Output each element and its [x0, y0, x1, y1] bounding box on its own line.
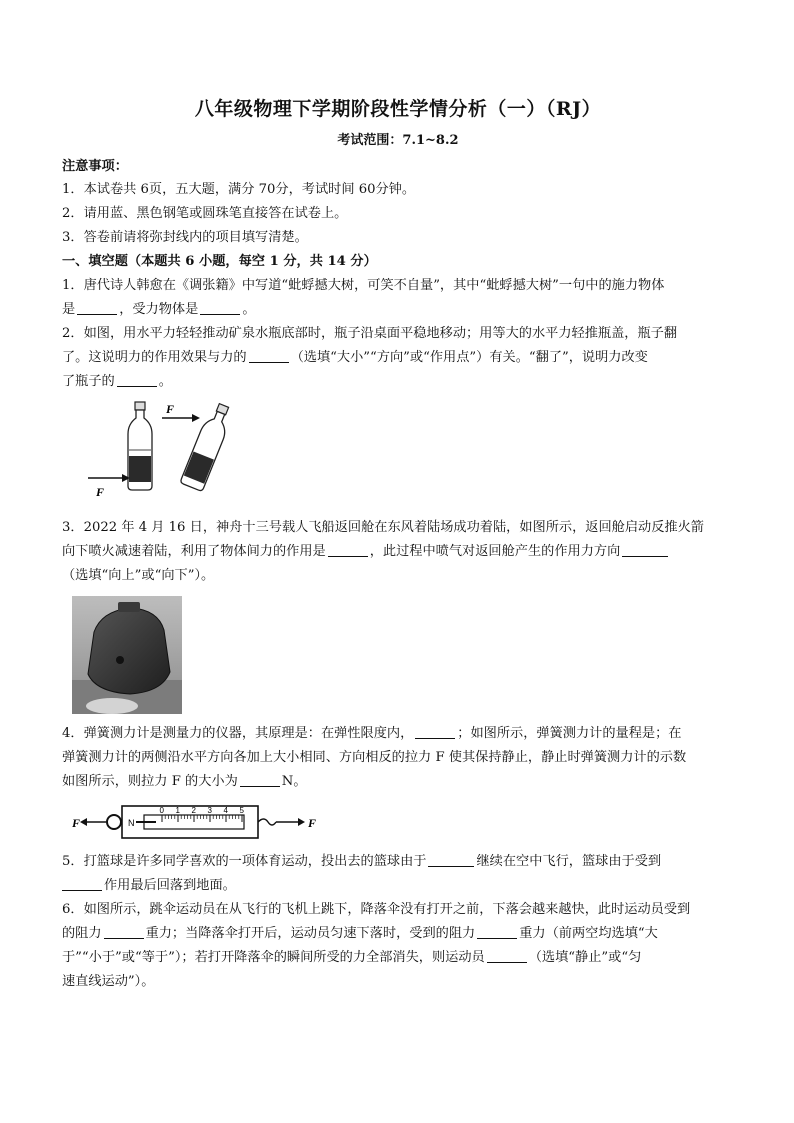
force-label-bottom: F [96, 485, 105, 499]
scale-tick-label: 0 [159, 806, 164, 815]
q2-text-b: （选填“大小”“方向”或“作用点”）有关。“翻了”，说明力改变 [290, 350, 648, 365]
spring-scale-illustration [70, 800, 320, 844]
exam-page [62, 96, 734, 994]
scale-tick-label: 4 [223, 806, 228, 815]
question-3-line-2 [62, 540, 734, 564]
question-4-line-1 [62, 722, 734, 746]
question-4-line-3 [62, 770, 734, 794]
answer-blank[interactable] [328, 542, 368, 557]
q3-text-b: ，此过程中喷气对返回舱产生的作用力方向 [369, 544, 621, 559]
scale-tick-label: 2 [191, 806, 196, 815]
note-item: 1．本试卷共 6页，五大题，满分 70分，考试时间 60分钟。 [62, 182, 416, 197]
capsule-photo-figure [62, 596, 734, 722]
question-5-line-2 [62, 874, 734, 898]
question-6 [62, 898, 734, 994]
q4-text-b: ；如图所示，弹簧测力计的量程是；在 [457, 726, 682, 741]
exam-scope: 考试范围：7.1~8.2 [337, 133, 459, 148]
answer-blank[interactable] [428, 852, 474, 867]
force-label-right: F [308, 816, 317, 830]
q4-text-a: 4．弹簧测力计是测量力的仪器，其原理是：在弹性限度内， [62, 726, 414, 741]
answer-blank[interactable] [62, 876, 102, 891]
question-4-line-2: 弹簧测力计的两侧沿水平方向各加上大小相同、方向相反的拉力 F 使其保持静止，静止时弹簧测力计的示数 [62, 750, 687, 765]
q6-text-b: 重力；当降落伞打开后，运动员匀速下落时，受到的阻力 [145, 926, 476, 941]
question-6-line-2 [62, 922, 734, 946]
q2-text-d: 。 [158, 374, 172, 389]
note-item: 3．答卷前请将弥封线内的项目填写清楚。 [62, 230, 308, 245]
answer-blank[interactable] [487, 948, 527, 963]
q1-text-c: 。 [242, 302, 256, 317]
notes-heading: 注意事项： [62, 159, 128, 174]
section-fill-blank-heading: 一、填空题（本题共 6 小题，每空 1 分，共 14 分） [62, 254, 377, 269]
question-6-line-1: 6．如图所示，跳伞运动员在从飞行的飞机上跳下，降落伞没有打开之前，下落会越来越快，此时运动员受到 [62, 902, 691, 917]
bottle-push-illustration [74, 400, 294, 510]
question-6-line-4: 速直线运动”）。 [62, 974, 155, 989]
question-2-line-2 [62, 346, 734, 370]
force-label-left: F [72, 816, 81, 830]
q6-text-d: 于”“小于”或“等于”）；若打开降落伞的瞬间所受的力全部消失，则运动员 [62, 950, 485, 965]
question-5-line-1 [62, 850, 734, 874]
question-2-line-1: 2．如图，用水平力轻轻推动矿泉水瓶底部时，瓶子沿桌面平稳地移动；用等大的水平力轻推瓶盖，瓶子翻 [62, 326, 678, 341]
q6-text-e: （选填“静止”或“匀 [528, 950, 642, 965]
q6-text-a: 的阻力 [62, 926, 102, 941]
q5-text-b: 继续在空中飞行，篮球由于受到 [476, 854, 662, 869]
note-item: 2．请用蓝、黑色钢笔或圆珠笔直接答在试卷上。 [62, 206, 348, 221]
q5-text-c: 作用最后回落到地面。 [104, 878, 236, 893]
answer-blank[interactable] [77, 300, 117, 315]
return-capsule-photo [72, 596, 182, 714]
question-6-line-3 [62, 946, 734, 970]
question-3 [62, 516, 734, 722]
bottle-figure [62, 398, 734, 516]
q3-text-a: 向下喷火减速着陆，利用了物体间力的作用是 [62, 544, 326, 559]
exam-title: 八年级物理下学期阶段性学情分析（一）（RJ） [194, 98, 602, 120]
q1-text-b: ，受力物体是 [119, 302, 199, 317]
answer-blank[interactable] [104, 924, 144, 939]
question-5 [62, 850, 734, 898]
question-2 [62, 322, 734, 516]
upright-bottle-icon [128, 402, 152, 490]
question-1 [62, 274, 734, 322]
scale-tick-label: 3 [207, 806, 212, 815]
scale-tick-label: 5 [239, 806, 244, 815]
answer-blank[interactable] [240, 772, 280, 787]
answer-blank[interactable] [117, 372, 157, 387]
tilted-bottle-icon [180, 401, 235, 492]
question-4 [62, 722, 734, 850]
scale-tick-label: 1 [175, 806, 180, 815]
q2-text-c: 了瓶子的 [62, 374, 115, 389]
question-3-line-1: 3．2022 年 4 月 16 日，神舟十三号载人飞船返回舱在东风着陆场成功着陆，如图所示，返回舱启动反推火箭 [62, 520, 704, 535]
q2-text-a: 了。这说明力的作用效果与力的 [62, 350, 247, 365]
question-2-line-3 [62, 370, 734, 394]
unit-label: N [128, 818, 135, 828]
answer-blank[interactable] [622, 542, 668, 557]
question-3-line-3: （选填“向上”或“向下”）。 [62, 568, 215, 583]
q4-text-c: 如图所示，则拉力 F 的大小为 [62, 774, 238, 789]
answer-blank[interactable] [249, 348, 289, 363]
answer-blank[interactable] [477, 924, 517, 939]
spring-scale-figure [62, 800, 734, 850]
force-arrow-bottom [88, 474, 130, 482]
answer-blank[interactable] [200, 300, 240, 315]
answer-blank[interactable] [415, 724, 455, 739]
q1-text-a: 是 [62, 302, 76, 317]
question-1-line-2 [62, 298, 734, 322]
q5-text-a: 5．打篮球是许多同学喜欢的一项体育运动，投出去的篮球由于 [62, 854, 427, 869]
force-label-top: F [166, 402, 175, 416]
question-1-line-1: 1．唐代诗人韩愈在《调张籍》中写道“蚍蜉撼大树，可笑不自量”，其中“蚍蜉撼大树”一句中的施力物体 [62, 278, 665, 293]
q6-text-c: 重力（前两空均选填“大 [519, 926, 658, 941]
q4-text-d: N。 [281, 774, 307, 789]
